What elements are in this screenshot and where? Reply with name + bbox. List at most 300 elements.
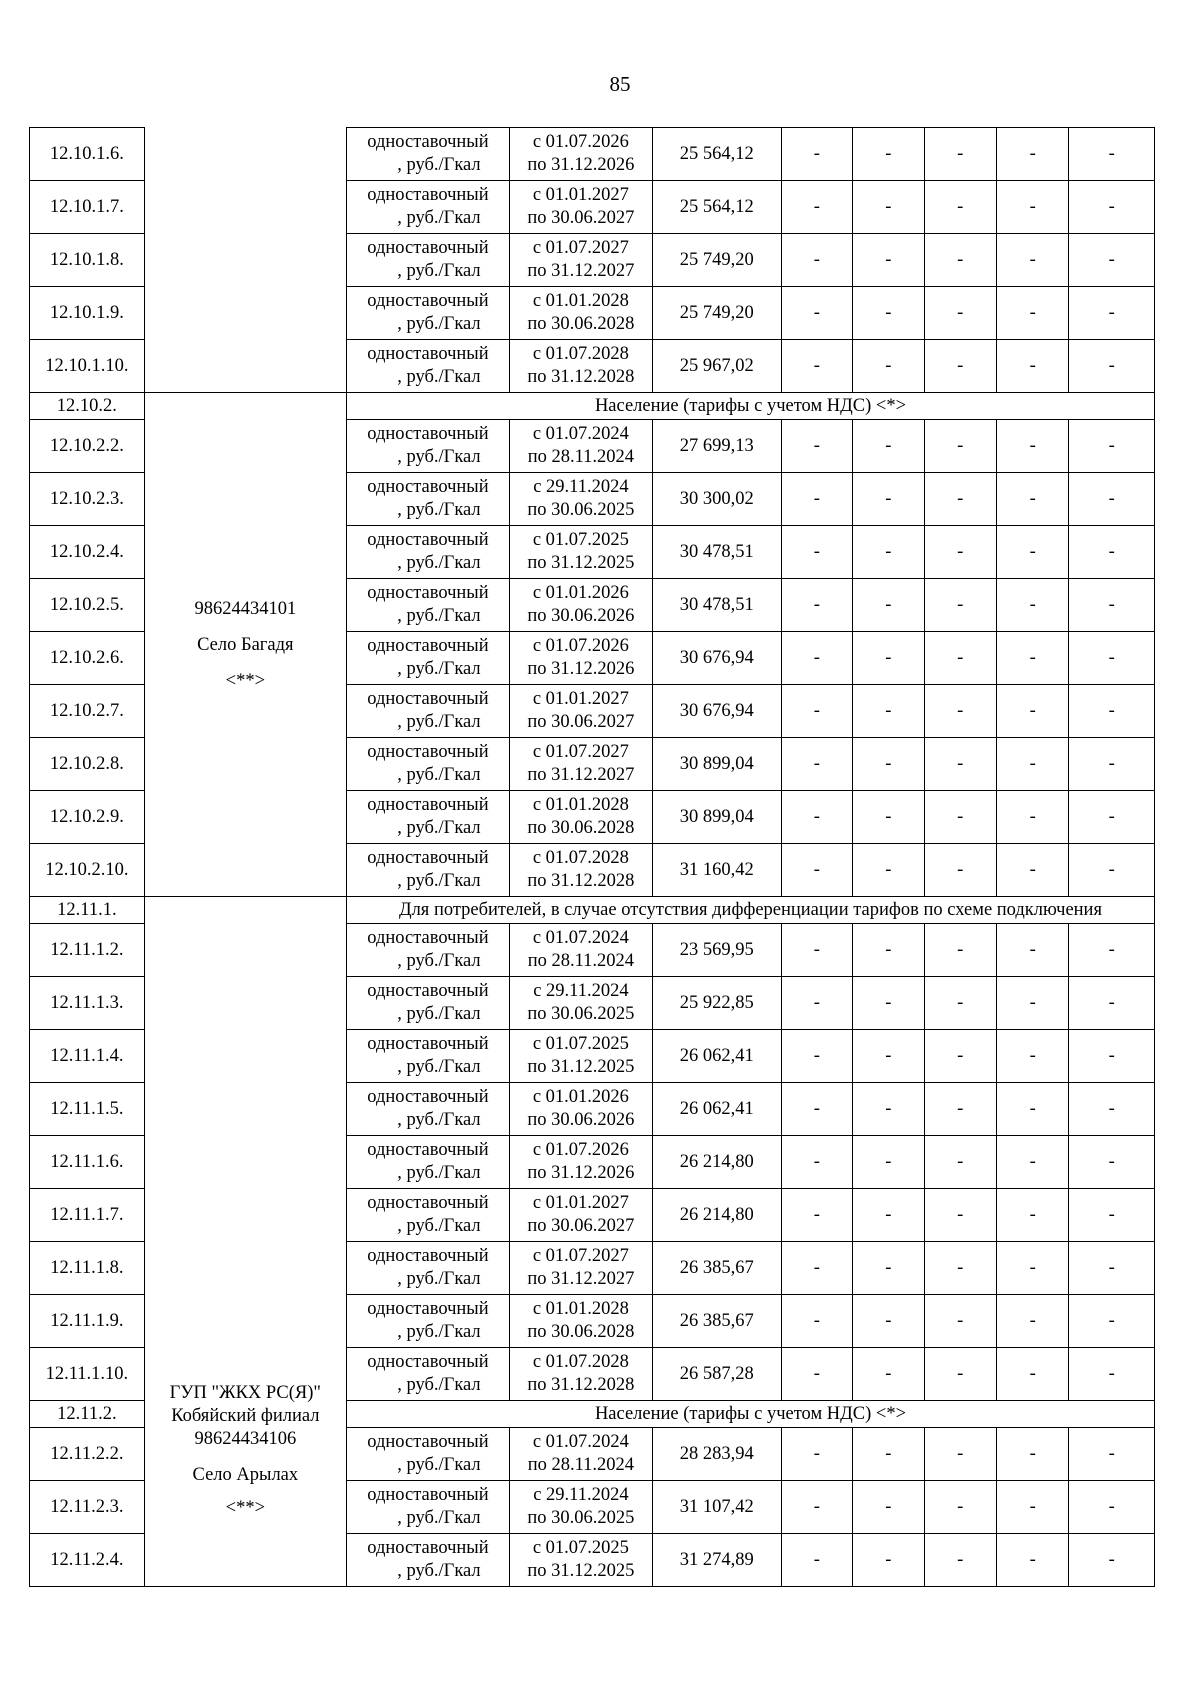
period-to: по 30.06.2028 — [527, 314, 635, 334]
dash-cell: - — [853, 1189, 924, 1242]
dash-cell: - — [996, 526, 1068, 579]
dash-cell: - — [924, 1481, 996, 1534]
tariff-value: 26 062,41 — [652, 1030, 781, 1083]
period — [509, 844, 652, 897]
period-to: по 30.06.2026 — [527, 1110, 635, 1130]
dash-cell: - — [924, 1136, 996, 1189]
table-row — [30, 287, 1155, 340]
dash-cell: - — [924, 1242, 996, 1295]
tariff-value: 27 699,13 — [652, 420, 781, 473]
period — [509, 287, 652, 340]
dash-cell: - — [996, 977, 1068, 1030]
dash-cell: - — [924, 1030, 996, 1083]
tariff-type-line: , руб./Гкал — [397, 1322, 481, 1342]
period-from: с 29.11.2024 — [533, 477, 629, 497]
dash-cell: - — [996, 340, 1068, 393]
period-from: с 01.07.2026 — [532, 1140, 629, 1160]
tariff-type-line: , руб./Гкал — [397, 155, 481, 175]
dash-cell: - — [853, 340, 924, 393]
tariff-value: 26 587,28 — [652, 1348, 781, 1401]
row-code: 12.11.2.3. — [30, 1481, 145, 1534]
period-from: с 01.07.2024 — [532, 1432, 629, 1452]
period-from: с 01.07.2028 — [532, 848, 629, 868]
period — [509, 1428, 652, 1481]
tariff-type — [346, 128, 509, 181]
tariff-type-line: одноставочный — [367, 981, 489, 1001]
dash-cell: - — [1069, 844, 1155, 897]
row-code: 12.10.1.6. — [30, 128, 145, 181]
dash-cell: - — [853, 977, 924, 1030]
tariff-type — [346, 1189, 509, 1242]
tariff-type — [346, 1428, 509, 1481]
dash-cell: - — [996, 579, 1068, 632]
row-code: 12.10.2.6. — [30, 632, 145, 685]
period — [509, 738, 652, 791]
tariff-value: 30 899,04 — [652, 738, 781, 791]
period-from: с 01.07.2026 — [532, 132, 629, 152]
row-code: 12.10.1.9. — [30, 287, 145, 340]
dash-cell: - — [924, 420, 996, 473]
dash-cell: - — [996, 1242, 1068, 1295]
tariff-type — [346, 1083, 509, 1136]
period — [509, 924, 652, 977]
period-to: по 30.06.2025 — [527, 1004, 635, 1024]
tariff-type-line: одноставочный — [367, 1087, 489, 1107]
dash-cell: - — [781, 1189, 852, 1242]
tariff-type-line: , руб./Гкал — [397, 765, 481, 785]
table-row — [30, 340, 1155, 393]
period — [509, 1295, 652, 1348]
period-to: по 30.06.2027 — [527, 1216, 635, 1236]
dash-cell: - — [1069, 791, 1155, 844]
tariff-type-line: одноставочный — [367, 238, 489, 258]
tariff-type-line: , руб./Гкал — [397, 951, 481, 971]
dash-cell: - — [781, 1295, 852, 1348]
tariff-type-line: одноставочный — [367, 185, 489, 205]
dash-cell: - — [924, 977, 996, 1030]
dash-cell: - — [1069, 420, 1155, 473]
dash-cell: - — [996, 1083, 1068, 1136]
dash-cell: - — [1069, 128, 1155, 181]
period — [509, 526, 652, 579]
organization-cell — [144, 897, 346, 1587]
dash-cell: - — [853, 420, 924, 473]
tariff-type — [346, 1242, 509, 1295]
dash-cell: - — [924, 1348, 996, 1401]
dash-cell: - — [996, 738, 1068, 791]
dash-cell: - — [924, 1189, 996, 1242]
tariff-type — [346, 340, 509, 393]
tariff-type-line: , руб./Гкал — [397, 1375, 481, 1395]
tariff-type — [346, 1348, 509, 1401]
tariff-type-line: одноставочный — [367, 1193, 489, 1213]
organization-line: 98624434101 — [194, 599, 297, 619]
tariff-value: 30 676,94 — [652, 632, 781, 685]
tariff-type-line: , руб./Гкал — [397, 1110, 481, 1130]
period-from: с 01.07.2024 — [532, 928, 629, 948]
row-code: 12.10.1.8. — [30, 234, 145, 287]
tariff-table — [29, 127, 1155, 1587]
tariff-value: 26 214,80 — [652, 1136, 781, 1189]
period-to: по 31.12.2028 — [527, 1375, 635, 1395]
tariff-type-line: одноставочный — [367, 583, 489, 603]
dash-cell: - — [853, 1242, 924, 1295]
dash-cell: - — [853, 924, 924, 977]
row-code: 12.10.2.4. — [30, 526, 145, 579]
dash-cell: - — [996, 420, 1068, 473]
dash-cell: - — [853, 234, 924, 287]
period — [509, 473, 652, 526]
dash-cell: - — [781, 287, 852, 340]
period-from: с 01.07.2025 — [532, 1538, 629, 1558]
dash-cell: - — [1069, 632, 1155, 685]
dash-cell: - — [781, 1348, 852, 1401]
period-to: по 31.12.2028 — [527, 871, 635, 891]
period-from: с 01.01.2027 — [532, 1193, 629, 1213]
dash-cell: - — [996, 632, 1068, 685]
dash-cell: - — [781, 128, 852, 181]
dash-cell: - — [996, 685, 1068, 738]
dash-cell: - — [996, 128, 1068, 181]
dash-cell: - — [853, 791, 924, 844]
dash-cell: - — [781, 738, 852, 791]
organization-line: <**> — [225, 1497, 266, 1518]
tariff-type-line: одноставочный — [367, 424, 489, 444]
organization-line: ГУП "ЖКХ РС(Я)" — [169, 1382, 321, 1403]
tariff-type — [346, 579, 509, 632]
table-row — [30, 128, 1155, 181]
dash-cell: - — [924, 844, 996, 897]
organization-cell — [144, 340, 346, 393]
row-code: 12.11.1.10. — [30, 1348, 145, 1401]
tariff-type-line: одноставочный — [367, 530, 489, 550]
dash-cell: - — [1069, 287, 1155, 340]
dash-cell: - — [996, 844, 1068, 897]
tariff-type-line: одноставочный — [367, 1246, 489, 1266]
tariff-value: 26 385,67 — [652, 1295, 781, 1348]
tariff-type-line: одноставочный — [367, 742, 489, 762]
organization-line: <**> — [225, 671, 266, 691]
tariff-type-line: одноставочный — [367, 848, 489, 868]
dash-cell: - — [853, 579, 924, 632]
tariff-type-line: одноставочный — [367, 1299, 489, 1319]
tariff-type-line: , руб./Гкал — [397, 818, 481, 838]
tariff-type-line: , руб./Гкал — [397, 500, 481, 520]
dash-cell: - — [781, 1534, 852, 1587]
dash-cell: - — [1069, 526, 1155, 579]
tariff-type-line: , руб./Гкал — [397, 1561, 481, 1581]
dash-cell: - — [924, 287, 996, 340]
period-to: по 31.12.2025 — [527, 1057, 635, 1077]
dash-cell: - — [1069, 1348, 1155, 1401]
dash-cell: - — [924, 738, 996, 791]
tariff-type — [346, 791, 509, 844]
period-from: с 01.01.2026 — [532, 583, 629, 603]
dash-cell: - — [1069, 579, 1155, 632]
dash-cell: - — [996, 473, 1068, 526]
organization-cell — [144, 234, 346, 287]
table-row — [30, 181, 1155, 234]
dash-cell: - — [853, 287, 924, 340]
tariff-type — [346, 977, 509, 1030]
row-code: 12.11.2.4. — [30, 1534, 145, 1587]
dash-cell: - — [853, 685, 924, 738]
tariff-type-line: , руб./Гкал — [397, 1508, 481, 1528]
row-code: 12.10.2.7. — [30, 685, 145, 738]
tariff-value: 25 749,20 — [652, 234, 781, 287]
period-from: с 01.07.2025 — [532, 1034, 629, 1054]
tariff-type — [346, 685, 509, 738]
period — [509, 420, 652, 473]
row-code: 12.10.2.9. — [30, 791, 145, 844]
dash-cell: - — [1069, 1295, 1155, 1348]
section-code: 12.10.2. — [30, 393, 145, 420]
period — [509, 632, 652, 685]
period-to: по 30.06.2027 — [527, 712, 635, 732]
dash-cell: - — [781, 1136, 852, 1189]
row-code: 12.10.2.8. — [30, 738, 145, 791]
period — [509, 1083, 652, 1136]
period-from: с 01.07.2027 — [532, 742, 629, 762]
dash-cell: - — [924, 632, 996, 685]
dash-cell: - — [781, 1481, 852, 1534]
dash-cell: - — [996, 1534, 1068, 1587]
tariff-type-line: , руб./Гкал — [397, 606, 481, 626]
tariff-value: 30 899,04 — [652, 791, 781, 844]
tariff-type — [346, 738, 509, 791]
tariff-value: 23 569,95 — [652, 924, 781, 977]
section-header-row — [30, 393, 1155, 420]
period-from: с 01.01.2028 — [532, 795, 629, 815]
tariff-type — [346, 526, 509, 579]
organization-cell — [144, 287, 346, 340]
organization-cell — [144, 128, 346, 181]
dash-cell: - — [853, 1428, 924, 1481]
period-to: по 31.12.2027 — [527, 1269, 635, 1289]
period-from: с 01.07.2028 — [532, 1352, 629, 1372]
period-to: по 31.12.2026 — [527, 155, 635, 175]
tariff-type-line: , руб./Гкал — [397, 712, 481, 732]
dash-cell: - — [853, 844, 924, 897]
period-from: с 29.11.2024 — [533, 981, 629, 1001]
row-code: 12.11.1.2. — [30, 924, 145, 977]
dash-cell: - — [781, 1242, 852, 1295]
tariff-value: 30 478,51 — [652, 526, 781, 579]
tariff-type-line: одноставочный — [367, 344, 489, 364]
dash-cell: - — [996, 1136, 1068, 1189]
organization-cell — [144, 393, 346, 897]
dash-cell: - — [781, 1083, 852, 1136]
dash-cell: - — [1069, 1136, 1155, 1189]
period-from: с 01.07.2026 — [532, 636, 629, 656]
dash-cell: - — [924, 685, 996, 738]
row-code: 12.11.1.8. — [30, 1242, 145, 1295]
dash-cell: - — [853, 128, 924, 181]
dash-cell: - — [1069, 1481, 1155, 1534]
dash-cell: - — [781, 526, 852, 579]
row-code: 12.10.2.5. — [30, 579, 145, 632]
dash-cell: - — [1069, 1189, 1155, 1242]
dash-cell: - — [781, 632, 852, 685]
period-to: по 30.06.2025 — [527, 500, 635, 520]
dash-cell: - — [853, 181, 924, 234]
period-to: по 30.06.2026 — [527, 606, 635, 626]
table-row — [30, 234, 1155, 287]
organization-line: Село Арылах — [192, 1464, 299, 1485]
dash-cell: - — [924, 1083, 996, 1136]
tariff-value: 31 160,42 — [652, 844, 781, 897]
row-code: 12.10.2.10. — [30, 844, 145, 897]
dash-cell: - — [996, 1295, 1068, 1348]
period-to: по 31.12.2027 — [527, 261, 635, 281]
dash-cell: - — [853, 1136, 924, 1189]
dash-cell: - — [924, 234, 996, 287]
dash-cell: - — [1069, 340, 1155, 393]
dash-cell: - — [781, 181, 852, 234]
tariff-type-line: , руб./Гкал — [397, 1057, 481, 1077]
dash-cell: - — [1069, 234, 1155, 287]
dash-cell: - — [924, 340, 996, 393]
tariff-type — [346, 632, 509, 685]
tariff-type-line: одноставочный — [367, 291, 489, 311]
section-header-row — [30, 897, 1155, 924]
tariff-value: 26 385,67 — [652, 1242, 781, 1295]
dash-cell: - — [996, 924, 1068, 977]
tariff-type-line: одноставочный — [367, 1432, 489, 1452]
tariff-type-line: , руб./Гкал — [397, 208, 481, 228]
tariff-type-line: , руб./Гкал — [397, 1216, 481, 1236]
dash-cell: - — [853, 1481, 924, 1534]
dash-cell: - — [996, 287, 1068, 340]
tariff-value: 30 478,51 — [652, 579, 781, 632]
section-code: 12.11.1. — [30, 897, 145, 924]
dash-cell: - — [1069, 1534, 1155, 1587]
tariff-type-line: одноставочный — [367, 1140, 489, 1160]
dash-cell: - — [1069, 1030, 1155, 1083]
period — [509, 579, 652, 632]
period-to: по 31.12.2026 — [527, 659, 635, 679]
tariff-value: 25 749,20 — [652, 287, 781, 340]
dash-cell: - — [1069, 1428, 1155, 1481]
tariff-type — [346, 420, 509, 473]
tariff-type — [346, 924, 509, 977]
dash-cell: - — [781, 1030, 852, 1083]
row-code: 12.10.2.3. — [30, 473, 145, 526]
dash-cell: - — [781, 924, 852, 977]
section-title: Население (тарифы с учетом НДС) <*> — [346, 1401, 1154, 1428]
period-from: с 01.01.2028 — [532, 1299, 629, 1319]
dash-cell: - — [1069, 738, 1155, 791]
dash-cell: - — [924, 128, 996, 181]
period-from: с 01.07.2028 — [532, 344, 629, 364]
period — [509, 977, 652, 1030]
dash-cell: - — [1069, 473, 1155, 526]
tariff-value: 30 676,94 — [652, 685, 781, 738]
tariff-type-line: , руб./Гкал — [397, 1455, 481, 1475]
dash-cell: - — [781, 420, 852, 473]
tariff-type-line: одноставочный — [367, 132, 489, 152]
dash-cell: - — [996, 1348, 1068, 1401]
dash-cell: - — [781, 579, 852, 632]
period — [509, 685, 652, 738]
period-from: с 01.07.2027 — [532, 238, 629, 258]
period — [509, 791, 652, 844]
period-from: с 01.01.2027 — [532, 185, 629, 205]
period-from: с 01.01.2028 — [532, 291, 629, 311]
dash-cell: - — [924, 1534, 996, 1587]
tariff-value: 26 062,41 — [652, 1083, 781, 1136]
period-to: по 30.06.2025 — [527, 1508, 635, 1528]
tariff-type — [346, 234, 509, 287]
period-to: по 28.11.2024 — [527, 447, 635, 467]
tariff-type — [346, 287, 509, 340]
tariff-type-line: , руб./Гкал — [397, 261, 481, 281]
tariff-type-line: одноставочный — [367, 928, 489, 948]
period — [509, 1534, 652, 1587]
section-code: 12.11.2. — [30, 1401, 145, 1428]
row-code: 12.11.1.9. — [30, 1295, 145, 1348]
tariff-type-line: , руб./Гкал — [397, 553, 481, 573]
row-code: 12.10.1.7. — [30, 181, 145, 234]
tariff-type — [346, 844, 509, 897]
dash-cell: - — [781, 844, 852, 897]
period — [509, 234, 652, 287]
dash-cell: - — [781, 234, 852, 287]
dash-cell: - — [1069, 1242, 1155, 1295]
dash-cell: - — [996, 1481, 1068, 1534]
tariff-type — [346, 1295, 509, 1348]
period-from: с 01.01.2027 — [532, 689, 629, 709]
tariff-type — [346, 1136, 509, 1189]
dash-cell: - — [924, 791, 996, 844]
period — [509, 1242, 652, 1295]
dash-cell: - — [924, 181, 996, 234]
tariff-value: 25 564,12 — [652, 181, 781, 234]
dash-cell: - — [853, 1030, 924, 1083]
organization-line: Село Багадя — [197, 635, 294, 655]
period-to: по 30.06.2028 — [527, 818, 635, 838]
section-title: Для потребителей, в случае отсутствия дифференциации тарифов по схеме подключения — [346, 897, 1154, 924]
row-code: 12.11.1.6. — [30, 1136, 145, 1189]
dash-cell: - — [1069, 1083, 1155, 1136]
tariff-value: 25 564,12 — [652, 128, 781, 181]
dash-cell: - — [924, 526, 996, 579]
tariff-type-line: , руб./Гкал — [397, 314, 481, 334]
dash-cell: - — [1069, 685, 1155, 738]
tariff-type-line: одноставочный — [367, 1352, 489, 1372]
dash-cell: - — [781, 1428, 852, 1481]
dash-cell: - — [924, 473, 996, 526]
tariff-type-line: , руб./Гкал — [397, 659, 481, 679]
dash-cell: - — [781, 977, 852, 1030]
tariff-type-line: одноставочный — [367, 636, 489, 656]
tariff-type-line: одноставочный — [367, 795, 489, 815]
row-code: 12.10.2.2. — [30, 420, 145, 473]
row-code: 12.11.1.7. — [30, 1189, 145, 1242]
tariff-type — [346, 181, 509, 234]
dash-cell: - — [781, 473, 852, 526]
tariff-value: 31 274,89 — [652, 1534, 781, 1587]
period-to: по 31.12.2026 — [527, 1163, 635, 1183]
tariff-type-line: , руб./Гкал — [397, 1004, 481, 1024]
period — [509, 1189, 652, 1242]
row-code: 12.10.1.10. — [30, 340, 145, 393]
period-from: с 01.07.2025 — [532, 530, 629, 550]
tariff-type-line: , руб./Гкал — [397, 871, 481, 891]
section-title: Население (тарифы с учетом НДС) <*> — [346, 393, 1154, 420]
dash-cell: - — [853, 473, 924, 526]
dash-cell: - — [1069, 181, 1155, 234]
